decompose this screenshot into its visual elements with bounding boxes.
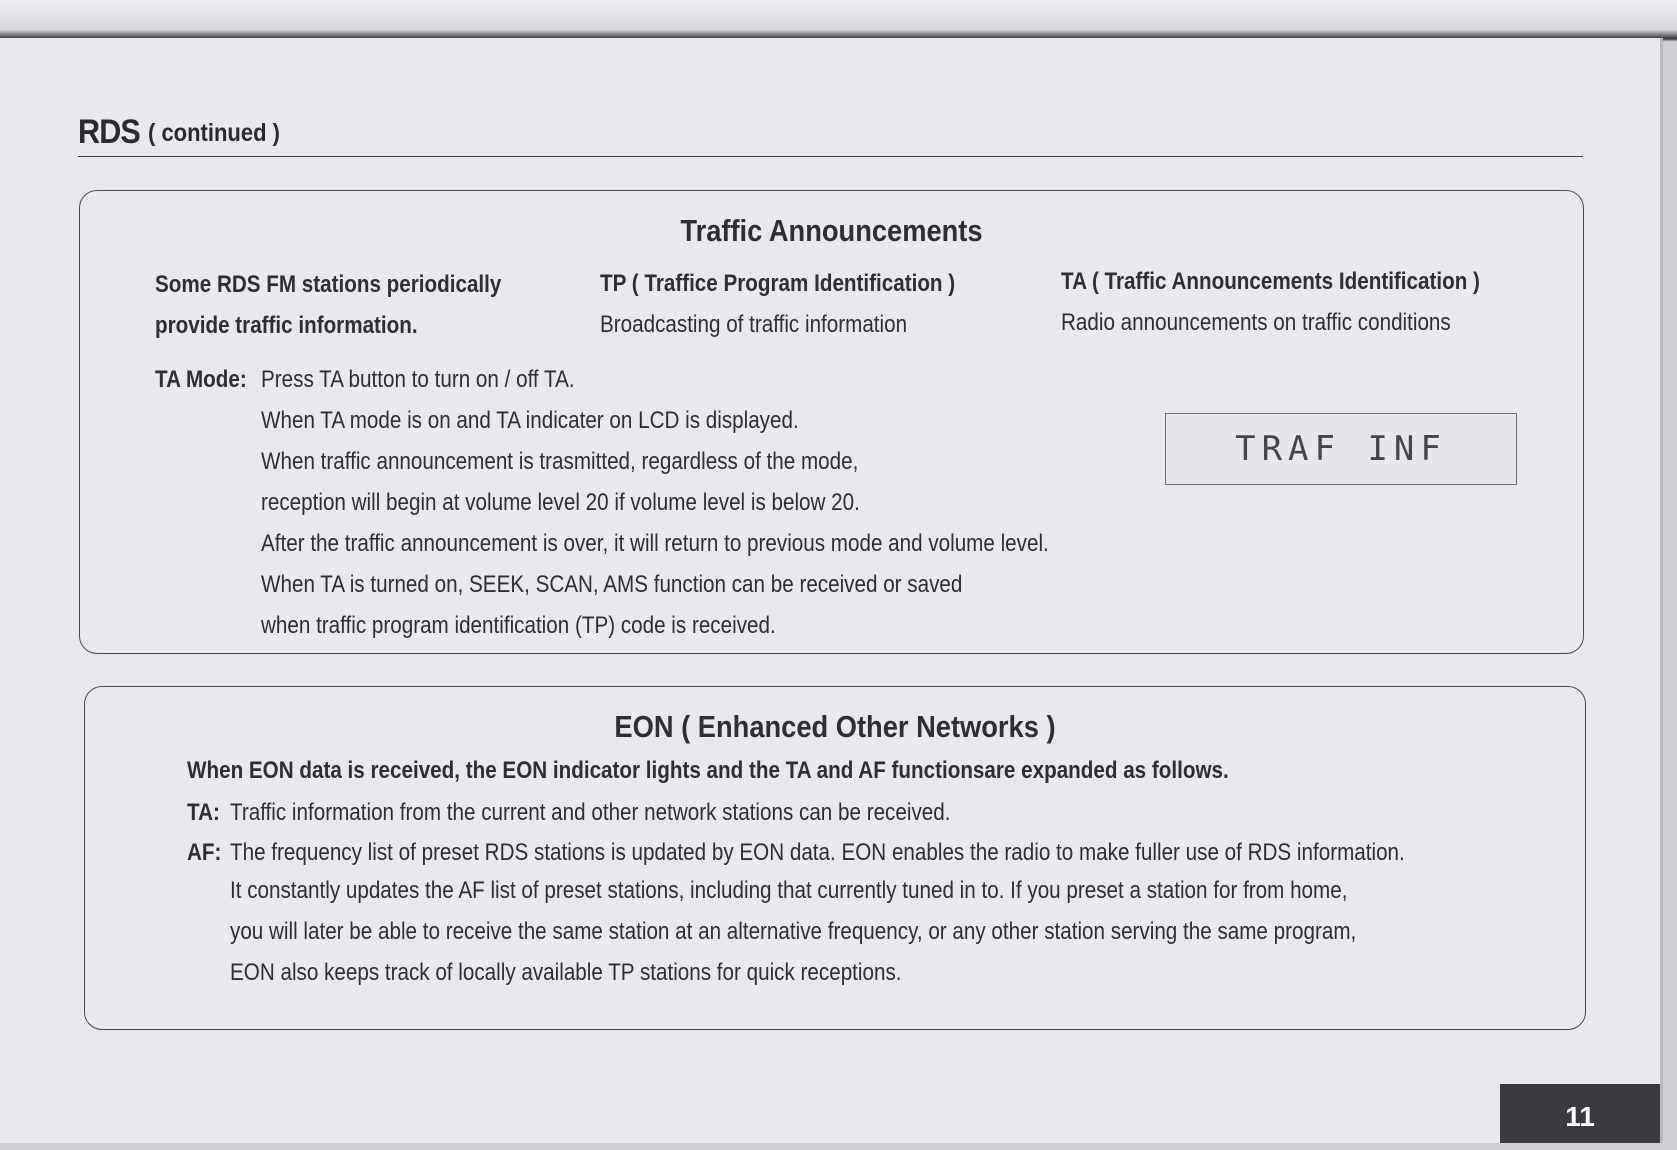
- eon-box: [84, 686, 1586, 1030]
- ta-mode-label: TA Mode:: [155, 366, 247, 393]
- traffic-intro-line-2: provide traffic information.: [155, 312, 418, 339]
- header-subtitle: ( continued ): [148, 119, 280, 147]
- eon-af-label: AF:: [187, 839, 222, 866]
- ta-mode-line-3: When traffic announcement is trasmitted, regardless of the mode,: [261, 448, 859, 475]
- eon-af-line-3: you will later be able to receive the same station at an alternative frequency, or any other station serving the same program,: [230, 918, 1357, 945]
- ta-label: TA ( Traffic Announcements Identification ): [1061, 268, 1480, 295]
- eon-intro: When EON data is received, the EON indicator lights and the TA and AF functionsare expanded as follows.: [187, 757, 1229, 784]
- top-shadow: [0, 0, 1677, 42]
- page-number: 11: [1500, 1084, 1660, 1143]
- ta-desc: Radio announcements on traffic conditions: [1061, 309, 1451, 336]
- traffic-intro-line-1: Some RDS FM stations periodically: [155, 271, 502, 298]
- eon-ta-text: Traffic information from the current and other network stations can be received.: [230, 799, 951, 826]
- ta-mode-line-4: reception will begin at volume level 20 if volume level is below 20.: [261, 489, 860, 516]
- tp-desc: Broadcasting of traffic information: [600, 311, 908, 338]
- ta-mode-line-7: when traffic program identification (TP) code is received.: [261, 612, 776, 639]
- eon-title: EON ( Enhanced Other Networks ): [614, 709, 1056, 744]
- eon-af-line-4: EON also keeps track of locally available TP stations for quick receptions.: [230, 959, 902, 986]
- lcd-display: TRAF INF: [1165, 413, 1517, 485]
- header-title: RDS: [78, 113, 140, 151]
- ta-mode-line-2: When TA mode is on and TA indicater on LCD is displayed.: [261, 407, 799, 434]
- ta-mode-line-1: Press TA button to turn on / off TA.: [261, 366, 575, 393]
- eon-af-line-1: The frequency list of preset RDS stations is updated by EON data. EON enables the radio to make fuller use of RDS information.: [230, 839, 1405, 866]
- ta-mode-line-5: After the traffic announcement is over, it will return to previous mode and volume level.: [261, 530, 1049, 557]
- traffic-title: Traffic Announcements: [680, 213, 983, 248]
- eon-ta-label: TA:: [187, 799, 220, 826]
- ta-mode-line-6: When TA is turned on, SEEK, SCAN, AMS function can be received or saved: [261, 571, 963, 598]
- eon-af-line-2: It constantly updates the AF list of preset stations, including that currently tuned in to. If you preset a station for from home,: [230, 877, 1348, 904]
- section-header: [78, 78, 1583, 157]
- tp-label: TP ( Traffice Program Identification ): [600, 270, 956, 297]
